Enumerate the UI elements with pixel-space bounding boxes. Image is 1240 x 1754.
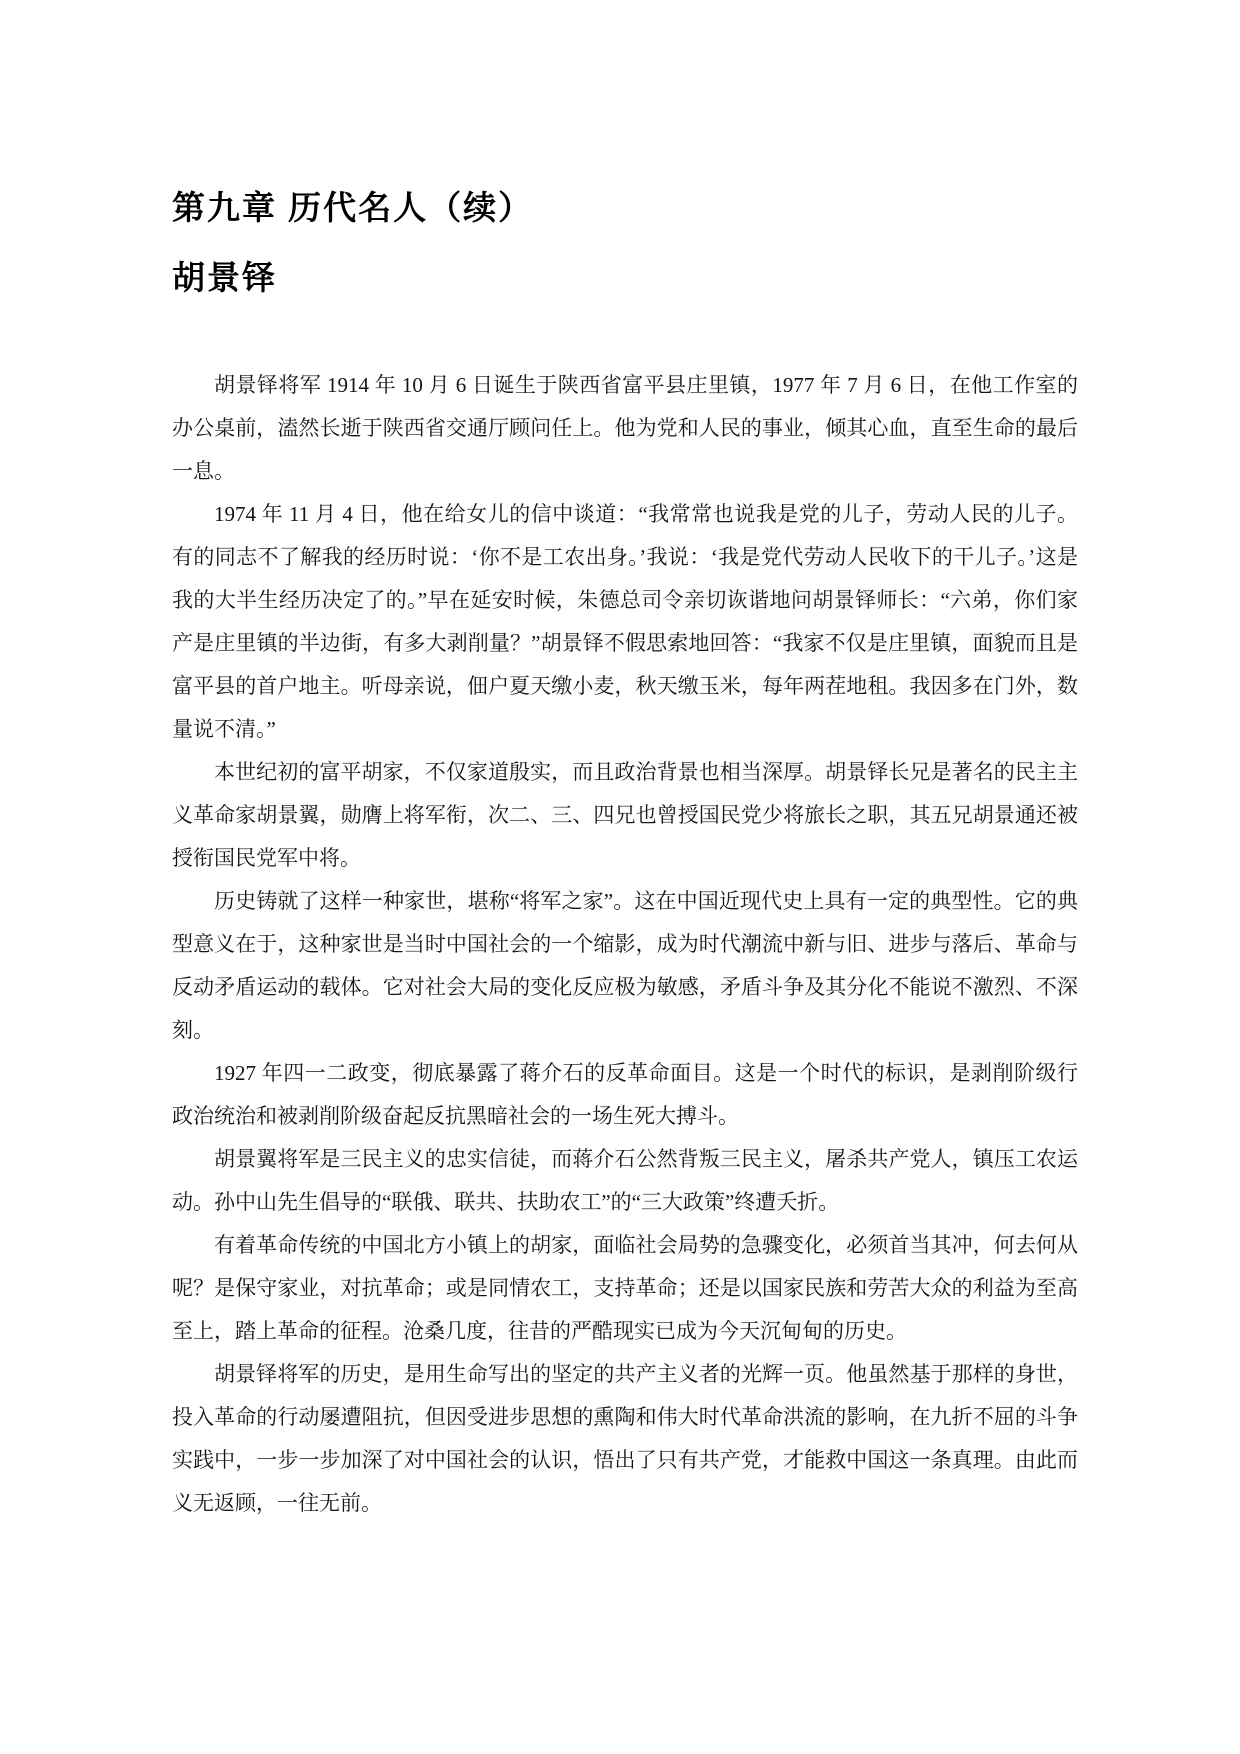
body-text [172,364,1078,1525]
paragraph: 胡景铎将军 1914 年 10 月 6 日诞生于陕西省富平县庄里镇，1977 年 7 月 6 日，在他工作室的办公桌前，溘然长逝于陕西省交通厅顾问任上。他为党和人民的事业，倾其心血，直至生命的最后一息。 [172,373,1078,483]
paragraph: 本世纪初的富平胡家，不仅家道殷实，而且政治背景也相当深厚。胡景铎长兄是著名的民主主义革命家胡景翼，勋膺上将军衔，次二、三、四兄也曾授国民党少将旅长之职，其五兄胡景通还被授衔国民党军中将。 [172,760,1078,870]
paragraph: 有着革命传统的中国北方小镇上的胡家，面临社会局势的急骤变化，必须首当其冲，何去何从呢？是保守家业，对抗革命；或是同情农工，支持革命；还是以国家民族和劳苦大众的利益为至高至上，踏上革命的征程。沧桑几度，往昔的严酷现实已成为今天沉甸甸的历史。 [172,1233,1078,1343]
paragraph: 胡景铎将军的历史，是用生命写出的坚定的共产主义者的光辉一页。他虽然基于那样的身世，投入革命的行动屡遭阻抗，但因受进步思想的熏陶和伟大时代革命洪流的影响，在九折不屈的斗争实践中，一步一步加深了对中国社会的认识，悟出了只有共产党，才能救中国这一条真理。由此而义无返顾，一往无前。 [172,1362,1078,1515]
chapter-title: 第九章 历代名人（续） [172,189,534,226]
section-heading: 胡景铎 [172,259,277,296]
paragraph: 胡景翼将军是三民主义的忠实信徒，而蒋介石公然背叛三民主义，屠杀共产党人，镇压工农运动。孙中山先生倡导的“联俄、联共、扶助农工”的“三大政策”终遭夭折。 [172,1147,1078,1214]
paragraph: 1974 年 11 月 4 日，他在给女儿的信中谈道：“我常常也说我是党的儿子，劳动人民的儿子。有的同志不了解我的经历时说：‘你不是工农出身。’我说：‘我是党代劳动人民收下的干儿子。’这是我的大半生经历决定了的。”早在延安时候，朱德总司令亲切诙谐地问胡景铎师长：“六弟，你们家产是庄里镇的半边街，有多大剥削量？”胡景铎不假思索地回答：“我家不仅是庄里镇，面貌而且是富平县的首户地主。听母亲说，佃户夏天缴小麦，秋天缴玉米，每年两茬地租。我因多在门外，数量说不清。” [172,502,1078,741]
paragraph: 1927 年四一二政变，彻底暴露了蒋介石的反革命面目。这是一个时代的标识，是剥削阶级行政治统治和被剥削阶级奋起反抗黑暗社会的一场生死大搏斗。 [172,1061,1078,1128]
paragraph: 历史铸就了这样一种家世，堪称“将军之家”。这在中国近现代史上具有一定的典型性。它的典型意义在于，这种家世是当时中国社会的一个缩影，成为时代潮流中新与旧、进步与落后、革命与反动矛盾运动的载体。它对社会大局的变化反应极为敏感，矛盾斗争及其分化不能说不激烈、不深刻。 [172,889,1078,1042]
